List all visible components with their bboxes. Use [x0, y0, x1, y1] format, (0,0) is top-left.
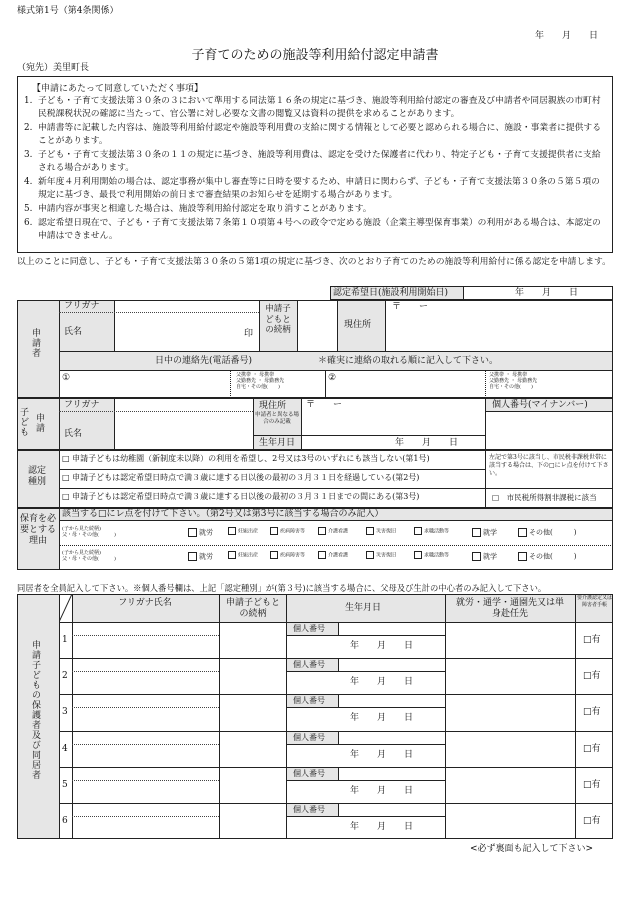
member-work-field[interactable]	[446, 623, 574, 657]
member-work-field[interactable]	[446, 768, 574, 802]
desired-date-label: 認定希望日(施設利用開始日)	[333, 288, 449, 298]
member-name-field[interactable]	[73, 732, 218, 766]
member-relation-field[interactable]	[220, 732, 285, 766]
member-name-field[interactable]	[73, 768, 218, 802]
reason-2-disaster: 災害復旧	[366, 551, 410, 559]
member-mynumber-field[interactable]	[339, 695, 444, 707]
mynumber-label: 個人番号	[293, 660, 325, 670]
member-birth-field[interactable]: 年 月 日	[350, 641, 414, 651]
row-number: 4	[62, 743, 68, 754]
reason-1-pregnancy: 妊娠出産	[228, 527, 272, 535]
member-mynumber-field[interactable]	[339, 732, 444, 744]
reason-1-disaster: 災害復旧	[366, 527, 410, 535]
applicant-postal[interactable]: 〒 ー	[392, 302, 429, 312]
contact-1-field[interactable]: ①	[62, 373, 71, 383]
addressee: （宛先）美里町長	[17, 63, 90, 73]
reason-1-other: その他( )	[518, 528, 576, 538]
member-birth-field[interactable]: 年 月 日	[350, 713, 414, 724]
applicant-furigana-label: フリガナ	[64, 301, 100, 311]
mynumber-label: 個人番号	[293, 696, 325, 706]
member-mynumber-field[interactable]	[339, 768, 444, 780]
applicant-section-label: 申請者	[30, 328, 40, 358]
member-mynumber-field[interactable]	[339, 659, 444, 671]
reason-2-pregnancy: 妊娠出産	[228, 551, 272, 559]
member-name-field[interactable]	[73, 623, 218, 657]
member-relation-field[interactable]	[220, 623, 285, 657]
reason-2-other: その他( )	[518, 552, 576, 562]
consent-box: 【申請にあたって同意していただく事項】 1. 子ども・子育て支援法第３０条の３において準用する同法第１６条の規定に基づき、施設等利用給付認定の審査及び申請者や同居親族の市町村民税課税状況の確認に当たって、官公署に対し必要な文書の閲覧又は資料の提供を求めることがあります。 2. 申請書等に記載した内容は、施設等利用給付認定や施設等利用費の支給に関する情報として必要と認められる場合に、施設・事業者に提供することがあります。 3. 子ども・子育て支援法第３０条の１１の規定に基づき、施設等利用費は、認定を受けた保護者に代わり、特定子ども・子育て支援提供者に支給される場合があります。 4. 新年度４月利用開始の場合は、認定事務が集中し審査等に日時を要するため、申請日に関わらず、子ども・子育て支援法第３０条の５第５項の規定に基づき、最長で利用開始の前日まで審査結果のお知らせを延期する場合があります。 5. 申請内容が事実と相違した場合は、施設等利用給付認定を取り消すことがあります。 6. 認定希望日現在で、子ども・子育て支援法第７条第１０項第４号への政令で定める施設（企業主導型保育事業）の利用がある場合は、本認定の申請はできません。	[17, 76, 613, 253]
applicant-relation-label: 申請子どもとの続柄	[265, 304, 291, 335]
row-number: 3	[62, 707, 68, 718]
reason-2-jobseek: 求職活動等	[414, 551, 458, 559]
child-postal[interactable]: 〒 ー	[306, 400, 343, 410]
footer-note: <必ず裏面も記入して下さい>	[470, 844, 594, 854]
reason-2-care: 介護看護	[318, 551, 362, 559]
contact-note: ＊確実に連絡の取れる順に記入して下さい。	[318, 356, 499, 366]
member-name-field[interactable]	[73, 804, 218, 838]
desired-date-value[interactable]: 年 月 日	[515, 288, 579, 298]
child-furigana-label: フリガナ	[64, 400, 100, 410]
row-number: 1	[62, 635, 68, 645]
mynumber-label: 個人番号	[293, 732, 325, 742]
col-name-header: フリガナ氏名	[118, 598, 172, 608]
cert-option-2[interactable]: □ 申請子どもは認定希望日時点で満３歳に達する日以後の最初の３月３１日を経過している(第2号)	[62, 473, 420, 482]
care-checkbox[interactable]: □有	[583, 779, 601, 790]
child-name-label: 氏名	[64, 429, 83, 439]
reason-row-2-relation[interactable]: (子から見た続柄) 父・母・その他( )	[62, 550, 116, 562]
member-mynumber-field[interactable]	[339, 623, 444, 635]
member-relation-field[interactable]	[220, 659, 285, 693]
application-date[interactable]: 年 月 日	[535, 31, 599, 41]
member-relation-field[interactable]	[220, 804, 285, 838]
cert-option-3[interactable]: □ 申請子どもは認定希望日時点で満３歳に達する日以後の最初の３月３１日までの間にある(第3号)	[62, 492, 420, 501]
child-birth-label: 生年月日	[259, 438, 296, 448]
member-relation-field[interactable]	[220, 768, 285, 802]
contact-2-opts: 父携帯 ・ 母携帯 父勤務先 ・ 母勤務先 自宅・その他( )	[489, 372, 538, 390]
cert-option-1[interactable]: □ 申請子どもは幼稚園（新制度未以降）の利用を希望し、2号又は3号のいずれにも該当しない(第1号)	[62, 454, 430, 463]
mynumber-label: 個人番号	[293, 805, 325, 814]
care-checkbox[interactable]: □有	[583, 671, 601, 682]
household-section-label: 申請子どもの保護者及び同居者	[30, 640, 40, 780]
member-birth-field[interactable]: 年 月 日	[350, 677, 414, 688]
contact-2-field[interactable]: ②	[328, 373, 337, 383]
child-address-note: 申請者と異なる場合のみ記載	[254, 412, 299, 425]
member-work-field[interactable]	[446, 804, 574, 838]
care-checkbox[interactable]: □有	[583, 743, 601, 754]
child-section-label-a: 子ども	[20, 408, 30, 438]
member-relation-field[interactable]	[220, 695, 285, 729]
tax-exempt-checkbox[interactable]: □ 市民税所得割非課税に該当	[492, 493, 597, 502]
col-care-header: 要介護認定又は障害者手帳	[577, 595, 613, 608]
col-birth-header: 生年月日	[345, 603, 382, 613]
reason-header: 該当する□にレ点を付けて下さい。（第2号又は第3号に該当する場合のみ記入）	[62, 509, 384, 519]
care-checkbox[interactable]: □有	[583, 635, 601, 645]
checkbox[interactable]	[188, 528, 197, 537]
member-work-field[interactable]	[446, 732, 574, 766]
reason-1-jobseek: 求職活動等	[414, 527, 458, 535]
intro-text: 以上のことに同意し、子ども・子育て支援法第３０条の５第1項の規定に基づき、次のとおり子育てのための施設等利用給付に係る認定を申請します。	[17, 257, 611, 267]
row-number: 6	[62, 816, 68, 826]
child-address-label: 現住所	[259, 401, 287, 411]
cert-note: 左記で第3号に該当し、市民税非課税世帯に該当する場合は、下の□にレ点を付けて下さい。	[489, 454, 609, 477]
member-work-field[interactable]	[446, 659, 574, 693]
reason-2-work: 就労	[188, 552, 213, 562]
member-birth-field[interactable]: 年 月 日	[350, 749, 414, 760]
contact-1-opts: 父携帯 ・ 母携帯 父勤務先 ・ 母勤務先 自宅・その他( )	[236, 372, 285, 390]
col-relation-header: 申請子どもとの続柄	[225, 598, 280, 619]
child-name-field[interactable]	[115, 412, 251, 448]
member-work-field[interactable]	[446, 695, 574, 729]
child-birth-value[interactable]: 年 月 日	[395, 438, 459, 448]
cert-section-label: 認定種別	[27, 466, 46, 487]
member-birth-field[interactable]: 年 月 日	[350, 822, 414, 832]
reason-1-care: 介護看護	[318, 527, 362, 535]
reason-1-illness: 疾病障害等	[270, 527, 314, 535]
reason-section-label: 保育を必要とする理由	[19, 514, 56, 546]
member-name-field[interactable]	[73, 695, 218, 729]
reason-2-study: 就学	[472, 552, 497, 562]
applicant-name-field[interactable]	[115, 312, 257, 350]
care-checkbox[interactable]: □有	[583, 707, 601, 718]
member-name-field[interactable]	[73, 659, 218, 693]
page-title: 子育てのための施設等利用給付認定申請書	[191, 48, 439, 63]
col-work-header: 就労・通学・通園先又は単身赴任先	[455, 598, 564, 619]
care-checkbox[interactable]: □有	[583, 816, 601, 826]
reason-row-1-relation[interactable]: (子から見た続柄) 父・母・その他( )	[62, 526, 116, 538]
reason-2-illness: 疾病障害等	[270, 551, 314, 559]
contact-heading: 日中の連絡先(電話番号)	[155, 356, 253, 366]
household-note: 同居者を全員記入して下さい。※個人番号欄は、上記「認定種別」が(第３号)に該当する場合に、父母及び生計の中心者のみ記入して下さい。	[17, 583, 547, 593]
child-mynumber-label: 個人番号(マイナンバー)	[492, 400, 588, 410]
form-number: 様式第1号（第4条関係）	[17, 6, 119, 16]
reason-1-study: 就学	[472, 528, 497, 538]
applicant-name-label: 氏名	[64, 327, 83, 337]
row-number: 5	[62, 779, 68, 790]
diagonal-line	[59, 594, 72, 622]
mynumber-label: 個人番号	[293, 768, 325, 778]
mynumber-label: 個人番号	[293, 624, 325, 633]
applicant-address-label: 現住所	[344, 320, 372, 330]
member-mynumber-field[interactable]	[339, 804, 444, 816]
row-number: 2	[62, 671, 68, 682]
reason-1-work: 就労	[188, 528, 213, 538]
seal-mark: 印	[244, 329, 254, 339]
child-section-label-b: 申請	[36, 414, 46, 434]
consent-heading: 【申請にあたって同意していただく事項】	[32, 84, 204, 94]
member-birth-field[interactable]: 年 月 日	[350, 785, 414, 796]
